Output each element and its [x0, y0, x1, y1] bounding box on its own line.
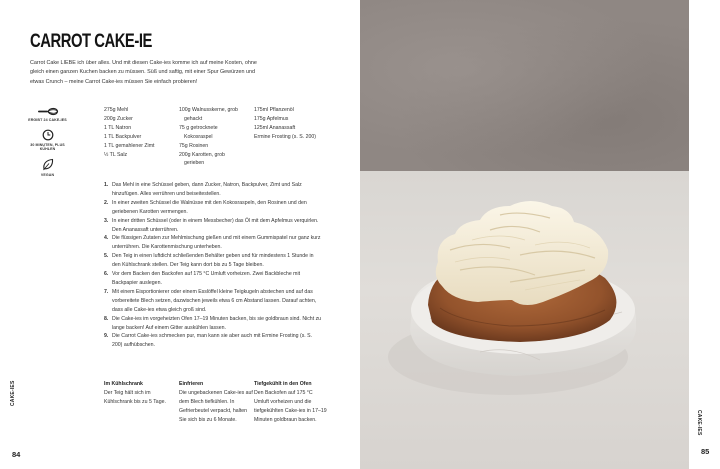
step — [104, 234, 322, 252]
tip-text: Der Teig hält sich im Kühlschrank bis zu 5 Tage. — [104, 389, 166, 405]
chapter-label-right: CAKE-IES — [696, 410, 702, 436]
ingredient: 1 TL gemahlener Zimt — [104, 142, 155, 149]
step-text: Den Teig in einen luftdicht schließenden Behälter geben und für mindestens 1 Stunde in den Kühlschrank stellen. Der Teig kann dort bis zu 5 Tage bleiben. — [112, 253, 314, 269]
step-number: 2. — [104, 199, 109, 206]
step-number: 4. — [104, 235, 109, 242]
step-number: 9. — [104, 333, 109, 340]
ingredient: 1 TL Natron — [104, 124, 132, 131]
ingredients-column-3 — [254, 106, 334, 168]
meta-time-label: 30 MINUTEN, PLUS KÜHLEN — [30, 142, 65, 152]
step — [104, 270, 322, 288]
page-number-right: 85 — [701, 447, 710, 456]
step-text: Die Carrot Cake-ies schmecken pur, man kann sie aber auch mit Ermine Frosting (s. S. 200) aufhübschen. — [112, 333, 313, 349]
ingredients-column-2 — [179, 106, 254, 168]
step — [104, 332, 322, 350]
tip-frozen-bake — [254, 380, 329, 425]
step-number: 1. — [104, 182, 109, 188]
tip-text: Den Backofen auf 175 °C Umluft vorheizen und die tiefgekühlten Cake-ies in 17–19 Minuten goldbraun backen. — [254, 389, 327, 423]
step-text: Mit einem Eisportionierer oder einem Esslöffel kleine Teigkugeln abstechen und auf das vorbereitete Blech setzen, dazwischen jeweils etwa 6 cm Abstand lassen. Darauf achten, dass alle Cake-ies etwa gleich groß sind. — [112, 288, 317, 313]
step-number: 3. — [104, 217, 109, 224]
ingredient: 100g Walnusskerne, grob — [179, 107, 238, 113]
ingredient: 200g Zucker — [104, 115, 133, 122]
recipe-meta — [25, 107, 70, 183]
chapter-label-left: CAKE-IES — [10, 380, 16, 406]
ingredient: Ermine Frosting (s. S. 200) — [254, 133, 316, 140]
step-number: 8. — [104, 315, 109, 322]
ingredient: 200g Karotten, grob — [179, 151, 225, 158]
step — [104, 288, 322, 315]
ingredient: 1 TL Backpulver — [104, 133, 142, 140]
tip-fridge — [104, 380, 179, 425]
meta-yield-label: ERGIBT 24 CAKE-IES — [28, 118, 67, 122]
clock-icon — [42, 129, 54, 141]
meta-diet-label: VEGAN — [40, 172, 55, 177]
step-text: In einer zweiten Schüssel die Walnüsse mit den Kokosraspeln, den Rosinen und den geriebenen Karotten vermengen. — [112, 199, 307, 215]
ingredient: ½ TL Salz — [104, 151, 128, 158]
tips-section — [104, 380, 329, 425]
ingredient: 75g Rosinen — [179, 142, 209, 149]
step — [104, 199, 322, 217]
meta-yield — [25, 107, 70, 123]
recipe-photo — [360, 0, 689, 469]
meta-diet — [25, 158, 70, 178]
tip-title: Tiefgekühlt in den Ofen — [254, 381, 312, 387]
ingredient: 75 g getrocknete — [179, 124, 218, 131]
tip-title: Im Kühlschrank — [104, 381, 143, 387]
step-text: Vor dem Backen den Backofen auf 175 °C Umluft vorheizen. Zwei Backbleche mit Backpapier auslegen. — [112, 271, 301, 286]
ingredient: 175g Apfelmus — [254, 115, 289, 122]
step-number: 7. — [104, 288, 109, 295]
step-text: Das Mehl in eine Schüssel geben, dann Zucker, Natron, Backpulver, Zimt und Salz hinzufügen. Alles verrühren und beiseitestellen. — [112, 182, 302, 197]
tip-text: Die ungebackenen Cake-ies auf dem Blech tiefkühlen. In Gefrierbeutel verpackt, halten Sie sich bis zu 6 Monate. — [179, 389, 253, 423]
step-number: 5. — [104, 253, 109, 260]
meta-time — [25, 129, 70, 152]
method-steps — [104, 181, 322, 350]
tip-freeze — [179, 380, 254, 425]
leaf-icon — [42, 158, 54, 171]
step-text: Die Cake-ies im vorgeheizten Ofen 17–19 Minuten backen, bis sie goldbraun sind. Nicht zu lange backen! Auf einem Gitter auskühlen lassen. — [112, 315, 322, 331]
ingredient: 125ml Ananassaft — [254, 124, 296, 131]
recipe-title: CARROT CAKE-IE — [30, 31, 152, 52]
ingredient-continued: Kokosraspel — [184, 133, 213, 140]
step — [104, 217, 322, 235]
step — [104, 181, 322, 199]
ingredient-continued: gehackt — [184, 115, 203, 122]
ingredients-list — [104, 106, 334, 168]
ingredient-continued: gerieben — [184, 160, 205, 167]
step — [104, 252, 322, 270]
recipe-intro: Carrot Cake LIEBE ich über alles. Und mit diesen Cake-ies komme ich auf meine Kosten, ohne gleich einen ganzen Kuchen backen zu müssen. Süß und saftig, mit einer Spur Gewürzen und etwas Crunch – meine Carrot Cake-ies müssen Sie einfach probieren! — [30, 60, 257, 85]
step-text: In einer dritten Schüssel (oder in einem Messbecher) das Öl mit dem Apfelmus verquirlen. Den Ananassaft unterrühren. — [112, 217, 319, 233]
step-number: 6. — [104, 271, 109, 278]
cake-ie-illustration — [360, 0, 689, 469]
step-text: Die flüssigen Zutaten zur Mehlmischung gießen und mit einem Gummispatel nur ganz kurz unterrühren. Die Karottenmischung unterheben. — [112, 235, 321, 251]
right-page — [360, 0, 720, 469]
ingredient: 275g Mehl — [104, 107, 129, 113]
step — [104, 315, 322, 333]
ingredients-column-1 — [104, 106, 179, 168]
page-number-left: 84 — [12, 450, 21, 459]
ingredient: 175ml Pflanzenöl — [254, 107, 294, 113]
whisk-icon — [37, 107, 59, 116]
tip-title: Einfrieren — [179, 381, 204, 387]
